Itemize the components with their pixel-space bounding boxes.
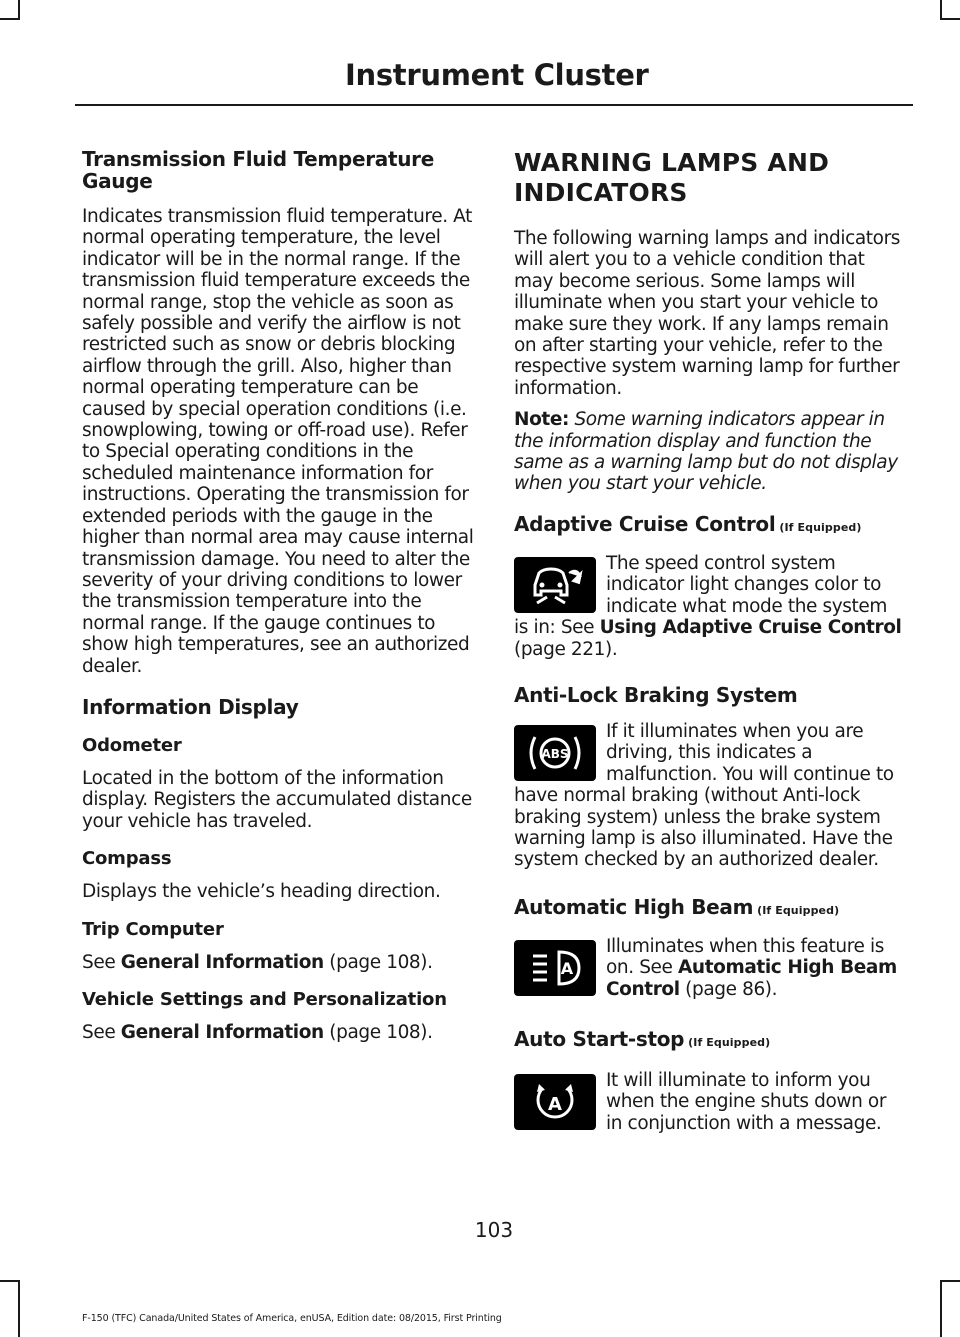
page-title: Instrument Cluster [345, 58, 649, 92]
note [514, 409, 906, 495]
abs-icon [514, 725, 596, 781]
warning-heading-line: INDICATORS [514, 178, 688, 207]
acc-heading-text: Adaptive Cruise Control [514, 511, 776, 536]
ahb-section [514, 936, 906, 1000]
see-text: See [82, 951, 121, 973]
crop-mark [0, 18, 20, 20]
if-equipped-label: (If Equipped) [753, 903, 840, 917]
page-number: 103 [474, 1218, 514, 1242]
abs-section [514, 721, 906, 871]
crop-mark [18, 0, 20, 20]
vehicle-settings-body [82, 1022, 474, 1043]
compass-heading: Compass [82, 848, 172, 870]
footer-text: F-150 (TFC) Canada/United States of America, enUSA, Edition date: 08/2015, First Printing [82, 1313, 502, 1324]
auto-start-stop-icon [514, 1074, 596, 1130]
page-ref: (page 86). [679, 978, 778, 1000]
trip-computer-heading: Trip Computer [82, 918, 224, 940]
left-column [82, 148, 474, 1043]
trip-computer-body [82, 952, 474, 973]
odometer-body: Located in the bottom of the information display. Registers the accumulated distance your vehicle has traveled. [82, 767, 472, 832]
see-text: See [82, 1021, 121, 1043]
general-information-link[interactable]: General Information [120, 951, 324, 973]
general-information-link[interactable]: General Information [120, 1021, 324, 1043]
page-ref: (page 108). [323, 1021, 433, 1043]
if-equipped-label: (If Equipped) [684, 1035, 771, 1049]
crop-mark [18, 1280, 20, 1337]
note-label: Note: [514, 409, 569, 431]
high-beam-icon-label: A [560, 958, 574, 978]
acc-body-text: The speed control system indicator light changes color to indicate what mode the system is in: See [514, 552, 887, 639]
note-body: Some warning indicators appear in the information display and function the same as a warning lamp but do not display when you start your vehicle. [514, 409, 898, 495]
tfg-body: Indicates transmission fluid temperature. At normal operating temperature, the level indicator will be in the normal range. If the transmission fluid temperature exceeds the normal range, stop the vehicle as soon as safely possible and verify the airflow is not restricted such as snow or debris blocking airflow through the grill. Also, higher than normal operating temperature can be caused by special operation conditions (i.e. snowplowing, towing or off-road use). Refer to Special operating conditions in the scheduled maintenance information for instructions. Operating the transmission for extended periods with the gauge in the higher than normal area may cause internal transmission damage. You need to alter the severity of your driving conditions to lower the transmission temperature into the normal range. If the gauge continues to show high temperatures, see an authorized dealer. [82, 206, 474, 677]
page-ref: (page 221). [514, 638, 618, 660]
crop-mark [940, 0, 942, 20]
compass-body: Displays the vehicle’s heading direction. [82, 881, 441, 903]
abs-icon-label: ABS [541, 746, 569, 761]
acc-heading [514, 513, 906, 539]
adaptive-cruise-icon [514, 557, 596, 613]
high-beam-icon [514, 940, 596, 996]
crop-mark [0, 1280, 20, 1282]
if-equipped-label: (If Equipped) [775, 520, 862, 534]
vehicle-settings-heading: Vehicle Settings and Personalization [82, 988, 447, 1010]
page-ref: (page 108). [323, 951, 433, 973]
info-display-heading: Information Display [82, 694, 299, 719]
crop-mark [940, 18, 960, 20]
tfg-heading: Transmission Fluid Temperature Gauge [82, 147, 434, 193]
warning-lamps-heading [514, 148, 906, 208]
warning-body: The following warning lamps and indicators will alert you to a vehicle condition that may become serious. Some lamps will illuminate when you start your vehicle to make sure they work. If any lamps remain on after starting your vehicle, refer to the respective system warning lamp for further information. [514, 228, 901, 399]
warning-heading-line: WARNING LAMPS AND [514, 148, 830, 177]
odometer-heading: Odometer [82, 734, 182, 756]
acc-section [514, 553, 906, 660]
ahb-heading [514, 896, 906, 922]
auto-start-stop-heading [514, 1028, 906, 1054]
ass-body: It will illuminate to inform you when the engine shuts down or in conjunction with a message. [606, 1069, 887, 1134]
ahb-body-text: Illuminates when this feature is on. See [606, 935, 884, 979]
ass-section [514, 1070, 906, 1134]
crop-mark [940, 1280, 960, 1282]
right-column [514, 148, 906, 1134]
adaptive-cruise-link[interactable]: Using Adaptive Cruise Control [599, 617, 902, 639]
abs-body: If it illuminates when you are driving, this indicates a malfunction. You will continue to have normal braking (without Anti-lock braking system) unless the brake system warning lamp is also illuminated. Have the system checked by an authorized dealer. [514, 720, 894, 871]
crop-mark [940, 1280, 942, 1337]
ass-heading-text: Auto Start-stop [514, 1026, 685, 1051]
auto-start-stop-icon-label: A [548, 1093, 562, 1115]
ahb-heading-text: Automatic High Beam [514, 894, 754, 919]
automatic-high-beam-link[interactable]: Automatic High Beam Control [606, 957, 897, 1000]
header-divider [75, 104, 913, 106]
abs-heading: Anti-Lock Braking System [514, 682, 798, 707]
